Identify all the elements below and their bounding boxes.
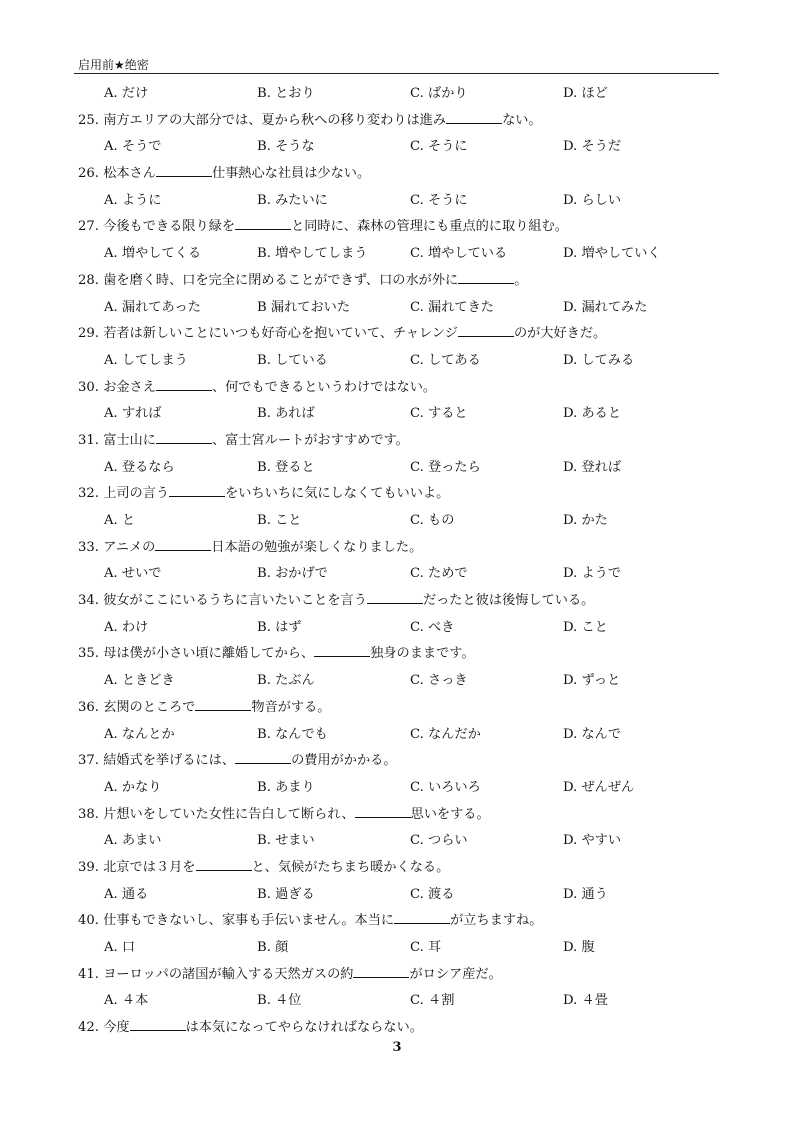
option-a: A. すれば bbox=[104, 406, 162, 422]
question-number: 39. bbox=[78, 859, 99, 875]
question-stem bbox=[78, 855, 718, 882]
options-row bbox=[78, 722, 718, 749]
option-b: B. せまい bbox=[257, 833, 315, 849]
option-d: D. なんで bbox=[563, 726, 622, 742]
option-c: C. べき bbox=[410, 619, 455, 635]
option-b: B. はず bbox=[257, 619, 302, 635]
question-text-before-blank: 北京では３月を bbox=[103, 859, 196, 875]
option-d: D. あると bbox=[563, 406, 622, 422]
question-stem bbox=[78, 321, 718, 348]
header-divider bbox=[74, 73, 719, 74]
option-a: A. ように bbox=[104, 192, 162, 208]
answer-blank bbox=[314, 644, 370, 657]
question-number: 31. bbox=[78, 432, 99, 448]
question-number: 30. bbox=[78, 379, 99, 395]
question-stem bbox=[78, 802, 718, 829]
options-row bbox=[78, 188, 718, 215]
option-d: D. ほど bbox=[563, 86, 608, 101]
option-c: C. ４割 bbox=[410, 993, 455, 1009]
options-row bbox=[78, 882, 718, 909]
question-text-before-blank: 仕事もできないし、家事も手伝いません。本当に bbox=[103, 913, 395, 929]
question-stem bbox=[78, 962, 718, 989]
question-number: 28. bbox=[78, 272, 99, 288]
answer-blank bbox=[156, 431, 212, 444]
question-stem bbox=[78, 214, 718, 241]
option-a: A. ４本 bbox=[104, 993, 149, 1009]
options-row bbox=[78, 935, 718, 962]
question-number: 33. bbox=[78, 539, 99, 555]
question-text-after-blank: だったと彼は後悔している。 bbox=[422, 593, 595, 609]
options-row bbox=[78, 455, 718, 482]
option-b: B. そうな bbox=[257, 139, 315, 155]
option-c: C. いろいろ bbox=[410, 779, 481, 795]
option-d: D. ４畳 bbox=[563, 993, 608, 1009]
option-d: D. ようで bbox=[563, 566, 622, 582]
answer-blank bbox=[235, 217, 291, 230]
option-b: B. みたいに bbox=[257, 192, 328, 208]
question-text-after-blank: と同時に、森林の管理にも重点的に取り組む。 bbox=[291, 219, 568, 235]
question-stem bbox=[78, 1015, 718, 1042]
question-text-before-blank: ヨーロッパの諸国が輸入する天然ガスの約 bbox=[103, 966, 354, 982]
question-number: 26. bbox=[78, 166, 99, 182]
option-c: C. 渡る bbox=[410, 886, 455, 902]
option-b: B. なんでも bbox=[257, 726, 328, 742]
question-stem bbox=[78, 108, 718, 135]
question-number: 29. bbox=[78, 326, 99, 342]
options-row bbox=[78, 401, 718, 428]
option-d: D. 通う bbox=[563, 886, 608, 902]
answer-blank bbox=[196, 858, 252, 871]
question-text-before-blank: 上司の言う bbox=[103, 486, 170, 502]
question-stem bbox=[78, 695, 718, 722]
question-number: 27. bbox=[78, 219, 99, 235]
question-stem bbox=[78, 375, 718, 402]
option-b: B. あまり bbox=[257, 779, 315, 795]
answer-blank bbox=[195, 698, 251, 711]
question-text-after-blank: をいちいちに気にしなくてもいいよ。 bbox=[225, 486, 450, 502]
question-text-after-blank: が立ちますね。 bbox=[450, 913, 543, 929]
answer-blank bbox=[367, 591, 423, 604]
option-a: A. 登るなら bbox=[104, 459, 175, 475]
answer-blank bbox=[235, 751, 291, 764]
question-text-before-blank: 富士山に bbox=[103, 432, 156, 448]
option-c: C. そうに bbox=[410, 139, 468, 155]
question-text-after-blank: 仕事熱心な社員は少ない。 bbox=[211, 166, 371, 182]
question-number: 36. bbox=[78, 699, 99, 715]
option-c: C. すると bbox=[410, 406, 468, 422]
options-row bbox=[78, 241, 718, 268]
option-d: D. かた bbox=[563, 513, 608, 528]
option-b: B. たぶん bbox=[257, 673, 315, 689]
answer-blank bbox=[446, 111, 502, 124]
question-text-after-blank: のが大好きだ。 bbox=[513, 326, 607, 342]
option-c: C. ためで bbox=[410, 566, 468, 582]
question-number: 35. bbox=[78, 646, 99, 662]
options-row bbox=[78, 295, 718, 322]
question-text-before-blank: 今度 bbox=[103, 1020, 130, 1036]
option-d: D. 増やしていく bbox=[563, 246, 661, 262]
option-d: D. ずっと bbox=[563, 673, 621, 689]
option-d: D. やすい bbox=[563, 833, 622, 849]
question-list bbox=[78, 81, 718, 1042]
answer-blank bbox=[394, 911, 450, 924]
option-c: C. ばかり bbox=[410, 86, 468, 101]
option-d: D. らしい bbox=[563, 192, 622, 208]
answer-blank bbox=[130, 1018, 186, 1031]
question-number: 42. bbox=[78, 1020, 99, 1036]
options-row bbox=[78, 828, 718, 855]
question-stem bbox=[78, 481, 718, 508]
option-d: D. 登れば bbox=[563, 459, 622, 475]
question-text-after-blank: 物音がする。 bbox=[251, 699, 331, 715]
answer-blank bbox=[355, 805, 411, 818]
question-text-after-blank: ない。 bbox=[502, 112, 542, 128]
question-stem bbox=[78, 588, 718, 615]
option-a: A. 増やしてくる bbox=[104, 246, 202, 262]
question-text-before-blank: お金さえ bbox=[103, 379, 156, 395]
option-d: D. 漏れてみた bbox=[563, 299, 648, 315]
option-a: A. 漏れてあった bbox=[104, 299, 201, 315]
option-a: A. 口 bbox=[104, 940, 136, 955]
option-c: C. さっき bbox=[410, 673, 468, 689]
option-a: A. そうで bbox=[104, 139, 162, 155]
option-b: B. こと bbox=[257, 513, 302, 528]
page-number: 3 bbox=[392, 1040, 402, 1055]
option-c: C. なんだか bbox=[410, 726, 481, 742]
option-c: C. もの bbox=[410, 513, 455, 528]
question-stem bbox=[78, 161, 718, 188]
question-text-after-blank: 独身のままです。 bbox=[370, 646, 475, 662]
question-stem bbox=[78, 641, 718, 668]
option-b: B. ４位 bbox=[257, 993, 302, 1009]
options-row bbox=[78, 561, 718, 588]
question-stem bbox=[78, 748, 718, 775]
option-a: A. なんとか bbox=[104, 726, 175, 742]
option-a: A. わけ bbox=[104, 619, 149, 635]
option-d: D. ぜんぜん bbox=[563, 779, 635, 795]
question-text-before-blank: 片想いをしていた女性に告白して断られ、 bbox=[103, 806, 355, 822]
question-number: 40. bbox=[78, 913, 99, 929]
question-stem bbox=[78, 268, 718, 295]
option-c: C. 登ったら bbox=[410, 459, 481, 475]
options-row bbox=[78, 668, 718, 695]
option-b: B. している bbox=[257, 352, 328, 368]
answer-blank bbox=[458, 324, 514, 337]
options-row bbox=[78, 508, 718, 535]
answer-blank bbox=[156, 378, 212, 391]
option-b: B. おかげで bbox=[257, 566, 328, 582]
question-text-before-blank: 南方エリアの大部分では、夏から秋への移り変わりは進み bbox=[103, 112, 447, 128]
option-a: A. と bbox=[104, 513, 136, 528]
question-number: 37. bbox=[78, 753, 99, 769]
option-c: C. 耳 bbox=[410, 940, 442, 955]
answer-blank bbox=[353, 965, 409, 978]
question-text-before-blank: 松本さん bbox=[103, 166, 156, 182]
option-c: C. 漏れてきた bbox=[410, 299, 494, 315]
question-number: 32. bbox=[78, 486, 99, 502]
option-d: D. 腹 bbox=[563, 940, 595, 955]
option-c: C. 増やしている bbox=[410, 246, 508, 262]
question-text-after-blank: の費用がかかる。 bbox=[291, 753, 397, 769]
option-c: C. してある bbox=[410, 352, 481, 368]
question-text-after-blank: 日本語の勉強が楽しくなりました。 bbox=[211, 539, 423, 555]
option-d: D. してみる bbox=[563, 352, 635, 368]
option-b: B. 顔 bbox=[257, 940, 289, 955]
options-row bbox=[78, 615, 718, 642]
answer-blank bbox=[156, 164, 212, 177]
option-a: A. 通る bbox=[104, 886, 149, 902]
question-text-after-blank: 思いをする。 bbox=[410, 806, 490, 822]
question-text-after-blank: と、気候がたちまち暖かくなる。 bbox=[251, 859, 450, 875]
option-c: C. つらい bbox=[410, 833, 468, 849]
question-text-after-blank: は本気になってやらなければならない。 bbox=[185, 1020, 423, 1036]
question-number: 38. bbox=[78, 806, 99, 822]
question-text-before-blank: 結婚式を挙げるには、 bbox=[103, 753, 236, 769]
option-a: A. かなり bbox=[104, 779, 162, 795]
question-text-after-blank: 。 bbox=[514, 272, 528, 288]
option-a: A. せいで bbox=[104, 566, 162, 582]
answer-blank bbox=[155, 538, 211, 551]
option-b: B. 登ると bbox=[257, 459, 315, 475]
answer-blank bbox=[458, 271, 514, 284]
options-row bbox=[78, 134, 718, 161]
options-row bbox=[78, 988, 718, 1015]
question-text-after-blank: がロシア産だ。 bbox=[409, 966, 502, 982]
option-b: B. あれば bbox=[257, 406, 315, 422]
question-number: 41. bbox=[78, 966, 99, 982]
option-a: A. ときどき bbox=[104, 673, 175, 689]
options-row bbox=[78, 775, 718, 802]
question-text-before-blank: 若者は新しいことにいつも好奇心を抱いていて、チャレンジ bbox=[103, 326, 458, 342]
question-number: 25. bbox=[78, 112, 99, 128]
question-stem bbox=[78, 428, 718, 455]
option-a: A. してしまう bbox=[104, 352, 188, 368]
question-text-before-blank: 今後もできる限り緑を bbox=[103, 219, 236, 235]
option-a: A. あまい bbox=[104, 833, 162, 849]
option-b: B. とおり bbox=[257, 86, 315, 101]
option-b: B 漏れておいた bbox=[257, 299, 351, 315]
question-text-before-blank: 歯を磨く時、口を完全に閉めることができず、口の水が外に bbox=[103, 272, 459, 288]
question-text-before-blank: 彼女がここにいるうちに言いたいことを言う bbox=[103, 593, 367, 609]
option-d: D. そうだ bbox=[563, 139, 622, 155]
document-header: 启用前★绝密 bbox=[78, 58, 149, 72]
question-text-after-blank: 、何でもできるというわけではない。 bbox=[211, 379, 437, 395]
answer-blank bbox=[169, 484, 225, 497]
option-b: B. 増やしてしまう bbox=[257, 246, 368, 262]
question-stem bbox=[78, 535, 718, 562]
question-stem bbox=[78, 908, 718, 935]
option-d: D. こと bbox=[563, 619, 608, 635]
question-text-before-blank: 玄関のところで bbox=[103, 699, 196, 715]
option-b: B. 過ぎる bbox=[257, 886, 315, 902]
question-number: 34. bbox=[78, 593, 99, 609]
option-a: A. だけ bbox=[104, 86, 149, 101]
question-text-before-blank: 母は僕が小さい頃に離婚してから、 bbox=[103, 646, 315, 662]
question-text-after-blank: 、富士宮ルートがおすすめです。 bbox=[211, 432, 409, 448]
options-row-24 bbox=[78, 81, 718, 108]
option-c: C. そうに bbox=[410, 192, 468, 208]
question-text-before-blank: アニメの bbox=[103, 539, 156, 555]
options-row bbox=[78, 348, 718, 375]
